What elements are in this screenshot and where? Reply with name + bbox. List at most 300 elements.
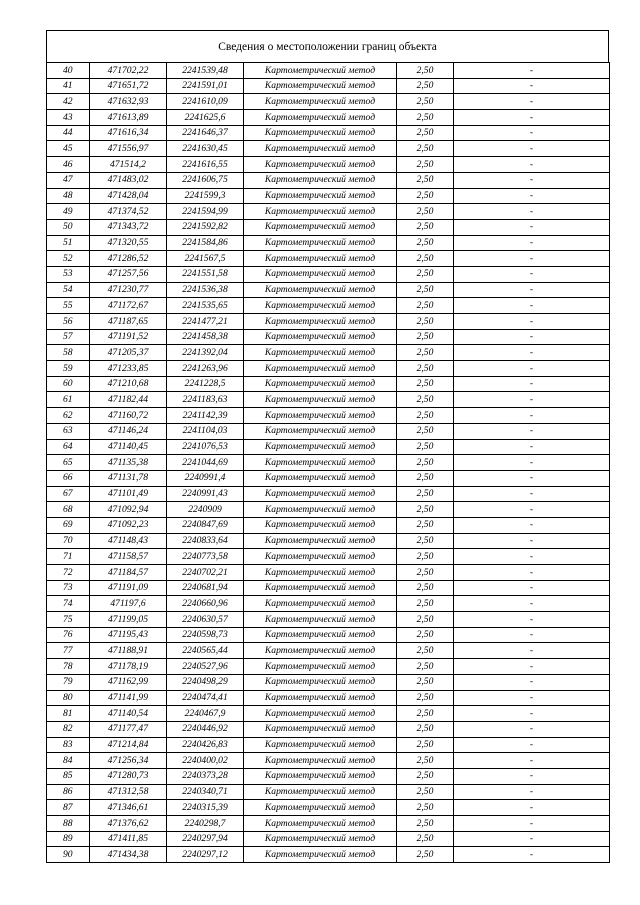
accuracy-cell: 2,50 [397, 627, 454, 643]
y-coordinate-cell: 2241567,5 [167, 251, 244, 267]
point-number-cell: 61 [47, 392, 90, 408]
y-coordinate-cell: 2241104,03 [167, 423, 244, 439]
method-cell: Картометрический метод [244, 408, 397, 424]
method-cell: Картометрический метод [244, 627, 397, 643]
note-cell: - [454, 816, 610, 832]
note-cell: - [454, 219, 610, 235]
x-coordinate-cell: 471257,56 [90, 266, 167, 282]
x-coordinate-cell: 471158,57 [90, 549, 167, 565]
table-row [47, 219, 610, 235]
point-number-cell: 68 [47, 502, 90, 518]
method-cell: Картометрический метод [244, 94, 397, 110]
x-coordinate-cell: 471320,55 [90, 235, 167, 251]
accuracy-cell: 2,50 [397, 110, 454, 126]
table-row [47, 266, 610, 282]
accuracy-cell: 2,50 [397, 157, 454, 173]
y-coordinate-cell: 2240298,7 [167, 816, 244, 832]
point-number-cell: 87 [47, 800, 90, 816]
point-number-cell: 46 [47, 157, 90, 173]
point-number-cell: 51 [47, 235, 90, 251]
method-cell: Картометрический метод [244, 314, 397, 330]
accuracy-cell: 2,50 [397, 361, 454, 377]
point-number-cell: 40 [47, 63, 90, 79]
method-cell: Картометрический метод [244, 768, 397, 784]
table-row [47, 486, 610, 502]
accuracy-cell: 2,50 [397, 376, 454, 392]
point-number-cell: 66 [47, 470, 90, 486]
accuracy-cell: 2,50 [397, 188, 454, 204]
point-number-cell: 67 [47, 486, 90, 502]
x-coordinate-cell: 471195,43 [90, 627, 167, 643]
table-row [47, 361, 610, 377]
table-row [47, 345, 610, 361]
y-coordinate-cell: 2240315,39 [167, 800, 244, 816]
point-number-cell: 90 [47, 847, 90, 863]
table-row [47, 502, 610, 518]
note-cell: - [454, 63, 610, 79]
table-row [47, 298, 610, 314]
point-number-cell: 79 [47, 674, 90, 690]
accuracy-cell: 2,50 [397, 612, 454, 628]
table-row [47, 737, 610, 753]
y-coordinate-cell: 2241392,04 [167, 345, 244, 361]
point-number-cell: 57 [47, 329, 90, 345]
note-cell: - [454, 361, 610, 377]
table-row [47, 674, 610, 690]
note-cell: - [454, 659, 610, 675]
method-cell: Картометрический метод [244, 455, 397, 471]
method-cell: Картометрический метод [244, 188, 397, 204]
x-coordinate-cell: 471514,2 [90, 157, 167, 173]
accuracy-cell: 2,50 [397, 690, 454, 706]
method-cell: Картометрический метод [244, 219, 397, 235]
note-cell: - [454, 643, 610, 659]
note-cell: - [454, 721, 610, 737]
note-cell: - [454, 235, 610, 251]
note-cell: - [454, 376, 610, 392]
x-coordinate-cell: 471428,04 [90, 188, 167, 204]
accuracy-cell: 2,50 [397, 266, 454, 282]
x-coordinate-cell: 471199,05 [90, 612, 167, 628]
point-number-cell: 65 [47, 455, 90, 471]
note-cell: - [454, 612, 610, 628]
point-number-cell: 88 [47, 816, 90, 832]
accuracy-cell: 2,50 [397, 659, 454, 675]
x-coordinate-cell: 471616,34 [90, 125, 167, 141]
accuracy-cell: 2,50 [397, 596, 454, 612]
y-coordinate-cell: 2241599,3 [167, 188, 244, 204]
accuracy-cell: 2,50 [397, 706, 454, 722]
coordinates-table-body [47, 63, 610, 863]
method-cell: Картометрический метод [244, 470, 397, 486]
x-coordinate-cell: 471178,19 [90, 659, 167, 675]
table-row [47, 141, 610, 157]
method-cell: Картометрический метод [244, 659, 397, 675]
point-number-cell: 84 [47, 753, 90, 769]
x-coordinate-cell: 471177,47 [90, 721, 167, 737]
y-coordinate-cell: 2241536,38 [167, 282, 244, 298]
y-coordinate-cell: 2240991,43 [167, 486, 244, 502]
table-row [47, 392, 610, 408]
y-coordinate-cell: 2240400,02 [167, 753, 244, 769]
point-number-cell: 71 [47, 549, 90, 565]
table-row [47, 78, 610, 94]
accuracy-cell: 2,50 [397, 549, 454, 565]
point-number-cell: 44 [47, 125, 90, 141]
x-coordinate-cell: 471131,78 [90, 470, 167, 486]
accuracy-cell: 2,50 [397, 831, 454, 847]
x-coordinate-cell: 471556,97 [90, 141, 167, 157]
accuracy-cell: 2,50 [397, 235, 454, 251]
note-cell: - [454, 94, 610, 110]
x-coordinate-cell: 471205,37 [90, 345, 167, 361]
note-cell: - [454, 549, 610, 565]
y-coordinate-cell: 2240660,96 [167, 596, 244, 612]
y-coordinate-cell: 2240467,9 [167, 706, 244, 722]
boundary-coordinates-sheet [46, 30, 609, 863]
table-row [47, 157, 610, 173]
point-number-cell: 64 [47, 439, 90, 455]
point-number-cell: 52 [47, 251, 90, 267]
note-cell: - [454, 768, 610, 784]
note-cell: - [454, 800, 610, 816]
table-row [47, 816, 610, 832]
point-number-cell: 77 [47, 643, 90, 659]
x-coordinate-cell: 471141,99 [90, 690, 167, 706]
table-row [47, 470, 610, 486]
point-number-cell: 85 [47, 768, 90, 784]
x-coordinate-cell: 471286,52 [90, 251, 167, 267]
point-number-cell: 81 [47, 706, 90, 722]
accuracy-cell: 2,50 [397, 125, 454, 141]
y-coordinate-cell: 2241606,75 [167, 172, 244, 188]
y-coordinate-cell: 2241616,55 [167, 157, 244, 173]
point-number-cell: 43 [47, 110, 90, 126]
accuracy-cell: 2,50 [397, 517, 454, 533]
note-cell: - [454, 580, 610, 596]
y-coordinate-cell: 2241044,69 [167, 455, 244, 471]
x-coordinate-cell: 471160,72 [90, 408, 167, 424]
method-cell: Картометрический метод [244, 565, 397, 581]
accuracy-cell: 2,50 [397, 94, 454, 110]
accuracy-cell: 2,50 [397, 329, 454, 345]
point-number-cell: 53 [47, 266, 90, 282]
method-cell: Картометрический метод [244, 800, 397, 816]
y-coordinate-cell: 2240565,44 [167, 643, 244, 659]
note-cell: - [454, 533, 610, 549]
method-cell: Картометрический метод [244, 502, 397, 518]
table-row [47, 376, 610, 392]
point-number-cell: 69 [47, 517, 90, 533]
table-row [47, 847, 610, 863]
accuracy-cell: 2,50 [397, 847, 454, 863]
accuracy-cell: 2,50 [397, 141, 454, 157]
table-row [47, 549, 610, 565]
note-cell: - [454, 282, 610, 298]
note-cell: - [454, 831, 610, 847]
method-cell: Картометрический метод [244, 580, 397, 596]
method-cell: Картометрический метод [244, 549, 397, 565]
point-number-cell: 49 [47, 204, 90, 220]
x-coordinate-cell: 471092,23 [90, 517, 167, 533]
note-cell: - [454, 565, 610, 581]
note-cell: - [454, 110, 610, 126]
x-coordinate-cell: 471187,65 [90, 314, 167, 330]
point-number-cell: 82 [47, 721, 90, 737]
x-coordinate-cell: 471191,52 [90, 329, 167, 345]
method-cell: Картометрический метод [244, 266, 397, 282]
x-coordinate-cell: 471613,89 [90, 110, 167, 126]
table-row [47, 251, 610, 267]
note-cell: - [454, 392, 610, 408]
x-coordinate-cell: 471280,73 [90, 768, 167, 784]
table-row [47, 204, 610, 220]
accuracy-cell: 2,50 [397, 314, 454, 330]
method-cell: Картометрический метод [244, 110, 397, 126]
method-cell: Картометрический метод [244, 753, 397, 769]
y-coordinate-cell: 2240498,29 [167, 674, 244, 690]
point-number-cell: 78 [47, 659, 90, 675]
method-cell: Картометрический метод [244, 423, 397, 439]
method-cell: Картометрический метод [244, 721, 397, 737]
point-number-cell: 75 [47, 612, 90, 628]
method-cell: Картометрический метод [244, 329, 397, 345]
accuracy-cell: 2,50 [397, 784, 454, 800]
x-coordinate-cell: 471135,38 [90, 455, 167, 471]
accuracy-cell: 2,50 [397, 674, 454, 690]
accuracy-cell: 2,50 [397, 643, 454, 659]
accuracy-cell: 2,50 [397, 470, 454, 486]
note-cell: - [454, 172, 610, 188]
method-cell: Картометрический метод [244, 392, 397, 408]
method-cell: Картометрический метод [244, 235, 397, 251]
table-row [47, 125, 610, 141]
note-cell: - [454, 674, 610, 690]
point-number-cell: 50 [47, 219, 90, 235]
y-coordinate-cell: 2240909 [167, 502, 244, 518]
point-number-cell: 56 [47, 314, 90, 330]
table-row [47, 565, 610, 581]
point-number-cell: 73 [47, 580, 90, 596]
method-cell: Картометрический метод [244, 517, 397, 533]
table-row [47, 63, 610, 79]
x-coordinate-cell: 471172,67 [90, 298, 167, 314]
method-cell: Картометрический метод [244, 204, 397, 220]
x-coordinate-cell: 471233,85 [90, 361, 167, 377]
y-coordinate-cell: 2240527,96 [167, 659, 244, 675]
x-coordinate-cell: 471140,45 [90, 439, 167, 455]
method-cell: Картометрический метод [244, 172, 397, 188]
note-cell: - [454, 690, 610, 706]
accuracy-cell: 2,50 [397, 282, 454, 298]
accuracy-cell: 2,50 [397, 768, 454, 784]
table-row [47, 580, 610, 596]
y-coordinate-cell: 2240297,12 [167, 847, 244, 863]
accuracy-cell: 2,50 [397, 219, 454, 235]
method-cell: Картометрический метод [244, 141, 397, 157]
table-row [47, 329, 610, 345]
y-coordinate-cell: 2241535,65 [167, 298, 244, 314]
method-cell: Картометрический метод [244, 486, 397, 502]
y-coordinate-cell: 2241625,6 [167, 110, 244, 126]
point-number-cell: 72 [47, 565, 90, 581]
point-number-cell: 83 [47, 737, 90, 753]
table-row [47, 831, 610, 847]
x-coordinate-cell: 471411,85 [90, 831, 167, 847]
table-row [47, 706, 610, 722]
accuracy-cell: 2,50 [397, 486, 454, 502]
y-coordinate-cell: 2241142,39 [167, 408, 244, 424]
table-row [47, 753, 610, 769]
y-coordinate-cell: 2240991,4 [167, 470, 244, 486]
note-cell: - [454, 314, 610, 330]
table-row [47, 94, 610, 110]
method-cell: Картометрический метод [244, 674, 397, 690]
table-row [47, 784, 610, 800]
method-cell: Картометрический метод [244, 298, 397, 314]
accuracy-cell: 2,50 [397, 533, 454, 549]
method-cell: Картометрический метод [244, 706, 397, 722]
x-coordinate-cell: 471483,02 [90, 172, 167, 188]
point-number-cell: 41 [47, 78, 90, 94]
table-row [47, 172, 610, 188]
point-number-cell: 76 [47, 627, 90, 643]
point-number-cell: 48 [47, 188, 90, 204]
table-row [47, 423, 610, 439]
y-coordinate-cell: 2240446,92 [167, 721, 244, 737]
table-row [47, 659, 610, 675]
note-cell: - [454, 596, 610, 612]
method-cell: Картометрический метод [244, 533, 397, 549]
x-coordinate-cell: 471191,09 [90, 580, 167, 596]
point-number-cell: 58 [47, 345, 90, 361]
note-cell: - [454, 502, 610, 518]
point-number-cell: 55 [47, 298, 90, 314]
method-cell: Картометрический метод [244, 345, 397, 361]
accuracy-cell: 2,50 [397, 251, 454, 267]
y-coordinate-cell: 2241458,38 [167, 329, 244, 345]
method-cell: Картометрический метод [244, 63, 397, 79]
y-coordinate-cell: 2241610,09 [167, 94, 244, 110]
table-row [47, 721, 610, 737]
note-cell: - [454, 141, 610, 157]
y-coordinate-cell: 2240340,71 [167, 784, 244, 800]
note-cell: - [454, 157, 610, 173]
method-cell: Картометрический метод [244, 251, 397, 267]
accuracy-cell: 2,50 [397, 392, 454, 408]
y-coordinate-cell: 2241228,5 [167, 376, 244, 392]
table-row [47, 110, 610, 126]
note-cell: - [454, 486, 610, 502]
x-coordinate-cell: 471197,6 [90, 596, 167, 612]
y-coordinate-cell: 2240373,28 [167, 768, 244, 784]
x-coordinate-cell: 471188,91 [90, 643, 167, 659]
y-coordinate-cell: 2240681,94 [167, 580, 244, 596]
x-coordinate-cell: 471702,22 [90, 63, 167, 79]
point-number-cell: 62 [47, 408, 90, 424]
x-coordinate-cell: 471651,72 [90, 78, 167, 94]
note-cell: - [454, 125, 610, 141]
point-number-cell: 47 [47, 172, 90, 188]
y-coordinate-cell: 2240426,83 [167, 737, 244, 753]
table-title-text: Сведения о местоположении границ объекта [218, 40, 437, 53]
accuracy-cell: 2,50 [397, 580, 454, 596]
point-number-cell: 60 [47, 376, 90, 392]
accuracy-cell: 2,50 [397, 172, 454, 188]
table-row [47, 408, 610, 424]
table-row [47, 533, 610, 549]
x-coordinate-cell: 471148,43 [90, 533, 167, 549]
y-coordinate-cell: 2240833,64 [167, 533, 244, 549]
point-number-cell: 42 [47, 94, 90, 110]
point-number-cell: 74 [47, 596, 90, 612]
note-cell: - [454, 266, 610, 282]
x-coordinate-cell: 471184,57 [90, 565, 167, 581]
x-coordinate-cell: 471376,62 [90, 816, 167, 832]
method-cell: Картометрический метод [244, 816, 397, 832]
note-cell: - [454, 423, 610, 439]
point-number-cell: 54 [47, 282, 90, 298]
accuracy-cell: 2,50 [397, 753, 454, 769]
note-cell: - [454, 847, 610, 863]
note-cell: - [454, 251, 610, 267]
accuracy-cell: 2,50 [397, 800, 454, 816]
x-coordinate-cell: 471230,77 [90, 282, 167, 298]
table-row [47, 235, 610, 251]
method-cell: Картометрический метод [244, 690, 397, 706]
y-coordinate-cell: 2240773,58 [167, 549, 244, 565]
x-coordinate-cell: 471182,44 [90, 392, 167, 408]
x-coordinate-cell: 471101,49 [90, 486, 167, 502]
y-coordinate-cell: 2241594,99 [167, 204, 244, 220]
accuracy-cell: 2,50 [397, 408, 454, 424]
accuracy-cell: 2,50 [397, 298, 454, 314]
table-title [46, 30, 609, 62]
y-coordinate-cell: 2241591,01 [167, 78, 244, 94]
note-cell: - [454, 737, 610, 753]
y-coordinate-cell: 2241183,63 [167, 392, 244, 408]
accuracy-cell: 2,50 [397, 345, 454, 361]
y-coordinate-cell: 2240474,41 [167, 690, 244, 706]
accuracy-cell: 2,50 [397, 78, 454, 94]
table-row [47, 517, 610, 533]
accuracy-cell: 2,50 [397, 204, 454, 220]
y-coordinate-cell: 2241477,21 [167, 314, 244, 330]
note-cell: - [454, 455, 610, 471]
note-cell: - [454, 439, 610, 455]
point-number-cell: 70 [47, 533, 90, 549]
x-coordinate-cell: 471092,94 [90, 502, 167, 518]
note-cell: - [454, 78, 610, 94]
x-coordinate-cell: 471312,58 [90, 784, 167, 800]
method-cell: Картометрический метод [244, 847, 397, 863]
x-coordinate-cell: 471374,52 [90, 204, 167, 220]
method-cell: Картометрический метод [244, 78, 397, 94]
method-cell: Картометрический метод [244, 125, 397, 141]
y-coordinate-cell: 2240630,57 [167, 612, 244, 628]
x-coordinate-cell: 471632,93 [90, 94, 167, 110]
x-coordinate-cell: 471214,84 [90, 737, 167, 753]
table-row [47, 314, 610, 330]
note-cell: - [454, 188, 610, 204]
table-row [47, 627, 610, 643]
note-cell: - [454, 627, 610, 643]
method-cell: Картометрический метод [244, 784, 397, 800]
accuracy-cell: 2,50 [397, 502, 454, 518]
y-coordinate-cell: 2241551,58 [167, 266, 244, 282]
note-cell: - [454, 329, 610, 345]
method-cell: Картометрический метод [244, 831, 397, 847]
